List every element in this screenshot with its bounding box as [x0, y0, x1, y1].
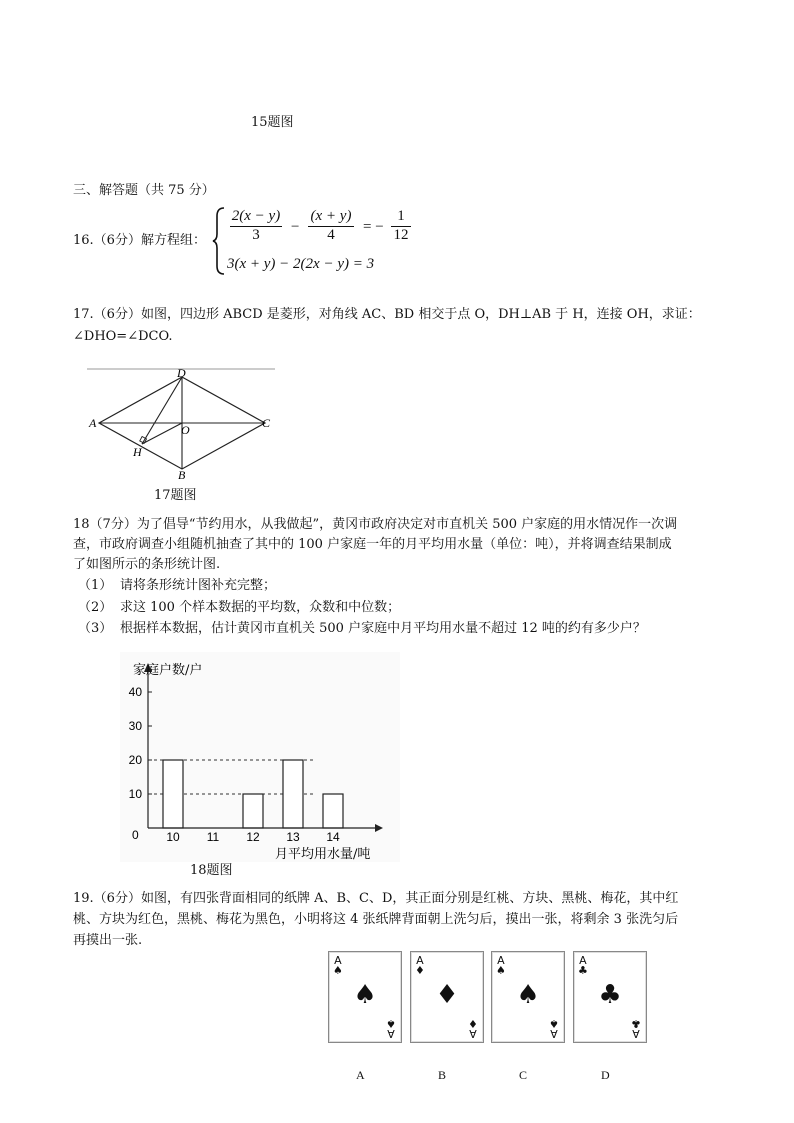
suit-small-icon: ♠	[333, 964, 343, 977]
label-h: H	[133, 445, 142, 459]
card-corner-bottom	[468, 1018, 478, 1038]
card-rank: A	[387, 1027, 395, 1040]
q18-item1-num: （1）	[78, 578, 113, 593]
eq1-equals: = −	[363, 219, 384, 235]
q18-item1-text: 请将条形统计图补充完整；	[120, 578, 277, 593]
y-tick-label-20: 20	[128, 753, 142, 767]
suit-small-icon: ♠	[496, 964, 506, 977]
y-axis-label: 家庭户数/户	[133, 663, 203, 678]
label-c: C	[262, 416, 271, 430]
card-rank: A	[334, 954, 342, 967]
label-o: O	[181, 423, 190, 437]
card-rank: A	[550, 1027, 558, 1040]
q18-item3-num: （3）	[78, 621, 113, 636]
q19-line2: 桃、方块为红色，黑桃、梅花为黑色，小明将这 4 张纸牌背面朝上洗匀后，摸出一张，将剩余 3 张洗匀后	[73, 912, 679, 927]
label-a: A	[89, 416, 97, 430]
card-rank: A	[416, 954, 424, 967]
card-corner-top	[333, 956, 343, 976]
card-label-c: C	[519, 1068, 528, 1082]
eq2: 3(x + y) − 2(2x − y) = 3	[227, 256, 375, 272]
suit-center-icon: ♠	[353, 980, 377, 1010]
eq1-frac3	[390, 208, 412, 244]
bar-10	[163, 760, 183, 828]
eq1-frac1	[226, 208, 286, 244]
bar-13	[283, 760, 303, 828]
q17-caption: 17题图	[154, 488, 197, 503]
card-rank: A	[579, 954, 587, 967]
card-rank: A	[497, 954, 505, 967]
suit-small-icon: ♠	[549, 1017, 559, 1030]
card-corner-top	[415, 956, 425, 976]
eq1-den2: 4	[327, 227, 335, 243]
eq1-num2: (x + y)	[310, 208, 352, 224]
bar-chart	[115, 650, 405, 865]
card-c	[491, 951, 565, 1043]
x-tick-label-14: 14	[326, 830, 340, 844]
card-rank: A	[632, 1027, 640, 1040]
q15-caption: 15题图	[251, 115, 294, 130]
card-b	[410, 951, 484, 1043]
suit-center-icon: ♣	[598, 980, 622, 1010]
origin-label: 0	[132, 828, 139, 842]
q18-item2-num: （2）	[78, 600, 113, 615]
label-b: B	[178, 468, 186, 480]
card-corner-bottom	[386, 1018, 396, 1038]
card-label-a: A	[356, 1068, 365, 1082]
card-rank: A	[469, 1027, 477, 1040]
suit-small-icon: ♠	[386, 1017, 396, 1030]
suit-small-icon: ♦	[415, 964, 425, 977]
eq1-den1: 3	[252, 227, 260, 243]
x-tick-label-13: 13	[286, 830, 300, 844]
system-brace	[212, 206, 226, 276]
bar-12	[243, 794, 263, 828]
eq1-minus: −	[290, 219, 301, 235]
card-label-b: B	[438, 1068, 447, 1082]
q19-line1: 19.（6分）如图，有四张背面相同的纸牌 A、B、C、D，其正面分别是红桃、方块、黑桃、梅花，其中红	[73, 891, 679, 906]
suit-small-icon: ♦	[468, 1017, 478, 1030]
label-d: D	[177, 366, 186, 380]
q17-line2: ∠DHO=∠DCO.	[73, 329, 173, 344]
x-tick-label-12: 12	[246, 830, 260, 844]
suit-small-icon: ♣	[631, 1017, 641, 1030]
eq1-den3: 12	[393, 227, 409, 243]
card-label-d: D	[601, 1068, 610, 1082]
q18-item2-text: 求这 100 个样本数据的平均数，众数和中位数；	[120, 600, 401, 615]
card-d	[573, 951, 647, 1043]
bar-14	[323, 794, 343, 828]
q18-line2: 查，市政府调查小组随机抽查了其中的 100 户家庭一年的月平均用水量（单位：吨），并将调查结果制成	[73, 537, 672, 552]
q18-line1: 18（7分）为了倡导“节约用水，从我做起”，黄冈市政府决定对市直机关 500 户家庭的用水情况作一次调	[73, 517, 678, 532]
x-tick-label-10: 10	[166, 830, 180, 844]
q18-item3-text: 根据样本数据，估计黄冈市直机关 500 户家庭中月平均用水量不超过 12 吨的约有多少户？	[120, 621, 646, 636]
card-corner-bottom	[549, 1018, 559, 1038]
rhombus-figure	[85, 365, 280, 480]
card-a	[328, 951, 402, 1043]
chart-background	[120, 652, 400, 862]
eq1-frac2	[304, 208, 358, 244]
y-tick-label-40: 40	[128, 685, 142, 699]
q16-stem: 16.（6分）解方程组：	[73, 233, 206, 248]
q18-caption: 18题图	[190, 863, 233, 878]
q18-line3: 了如图所示的条形统计图.	[73, 557, 221, 572]
x-axis-label: 月平均用水量/吨	[275, 847, 371, 862]
q17-line1: 17.（6分）如图，四边形 ABCD 是菱形，对角线 AC、BD 相交于点 O，DH⊥AB 于 H，连接 OH，求证：	[73, 307, 701, 322]
eq1-num3: 1	[397, 208, 405, 224]
suit-center-icon: ♦	[435, 980, 459, 1010]
y-tick-label-10: 10	[128, 787, 142, 801]
card-corner-top	[578, 956, 588, 976]
eq1-num1: 2(x − y)	[231, 208, 281, 224]
suit-center-icon: ♠	[516, 980, 540, 1010]
suit-small-icon: ♣	[578, 964, 588, 977]
section-title: 三、解答题（共 75 分）	[73, 183, 215, 198]
x-tick-label-11: 11	[206, 830, 220, 844]
card-corner-top	[496, 956, 506, 976]
y-tick-label-30: 30	[128, 719, 142, 733]
q19-line3: 再摸出一张.	[73, 933, 143, 948]
card-corner-bottom	[631, 1018, 641, 1038]
